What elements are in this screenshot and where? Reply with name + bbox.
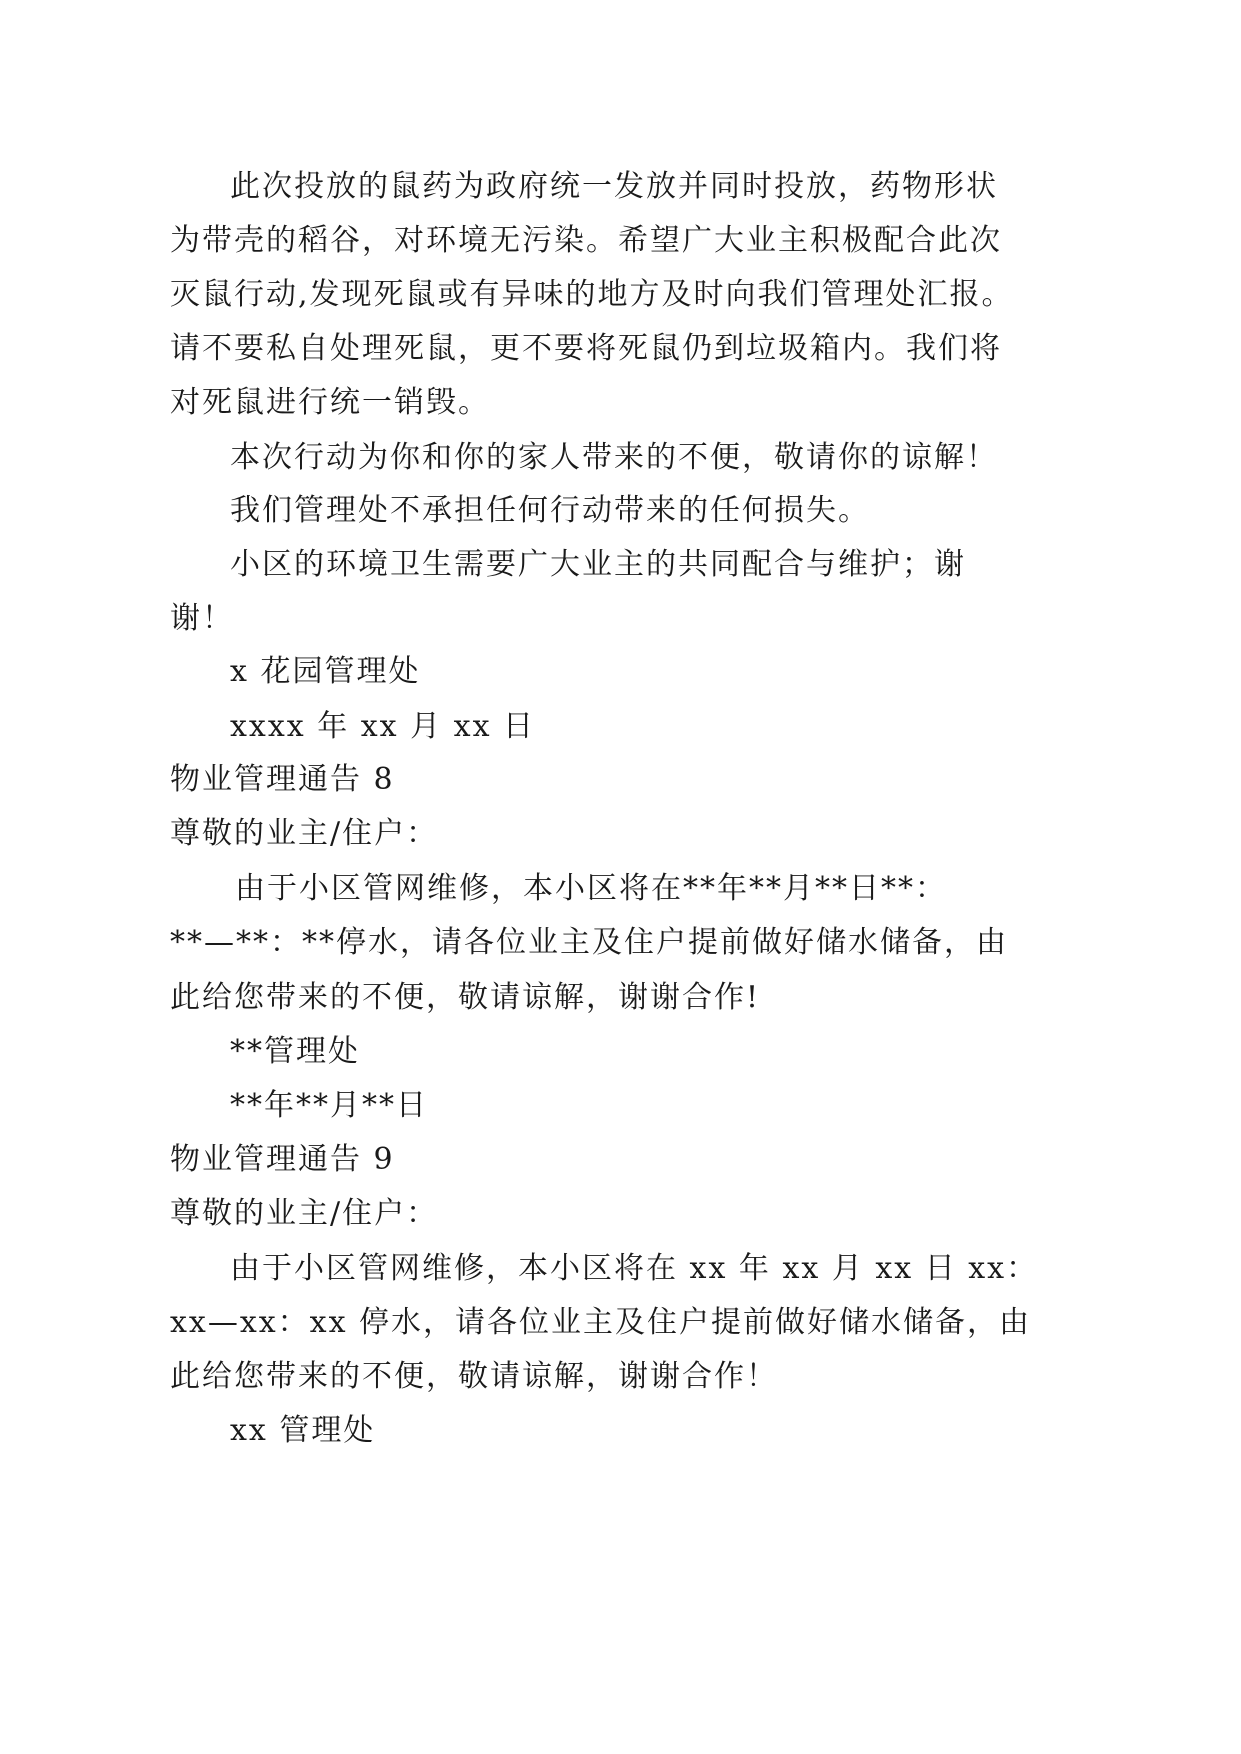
notice-body-line: **—**：**停水，请各位业主及住户提前做好储水储备，由 [170,925,1008,960]
notice-body-line: 由于小区管网维修，本小区将在 xx 年 xx 月 xx 日 xx： [230,1251,1039,1286]
notice-title: 物业管理通告 8 [170,762,395,797]
notice-signature: xx 管理处 [230,1413,376,1448]
rodent-paragraph-line: 为带壳的稻谷，对环境无污染。希望广大业主积极配合此次 [170,223,1002,258]
notice-date: **年**月**日 [230,1088,428,1123]
date-line: xxxx 年 xx 月 xx 日 [230,709,536,744]
notice-title: 物业管理通告 9 [170,1142,395,1177]
notice-body-line: 此给您带来的不便，敬请谅解，谢谢合作！ [170,1359,778,1394]
notice-body-line: 此给您带来的不便，敬请谅解，谢谢合作! [170,980,761,1015]
rodent-paragraph-line: 请不要私自处理死鼠，更不要将死鼠仍到垃圾箱内。我们将 [170,331,1002,366]
notice-greeting: 尊敬的业主/住户： [170,816,439,851]
notice-body-line: xx—xx：xx 停水，请各位业主及住户提前做好储水储备，由 [170,1305,1032,1340]
environment-paragraph-line: 谢！ [170,601,234,636]
liability-paragraph: 我们管理处不承担任何行动带来的任何损失。 [230,493,870,528]
notice-greeting: 尊敬的业主/住户： [170,1196,439,1231]
rodent-paragraph-line: 灭鼠行动,发现死鼠或有异味的地方及时向我们管理处汇报。 [170,277,1014,312]
rodent-paragraph-line: 对死鼠进行统一销毁。 [170,385,490,420]
apology-paragraph: 本次行动为你和你的家人带来的不便，敬请你的谅解！ [230,440,998,475]
notice-signature: **管理处 [230,1034,360,1069]
notice-body-line: 由于小区管网维修，本小区将在**年**月**日**： [235,871,947,906]
signature-line: x 花园管理处 [230,654,421,689]
rodent-paragraph-line: 此次投放的鼠药为政府统一发放并同时投放，药物形状 [230,169,998,204]
environment-paragraph-line: 小区的环境卫生需要广大业主的共同配合与维护；谢 [230,547,966,582]
